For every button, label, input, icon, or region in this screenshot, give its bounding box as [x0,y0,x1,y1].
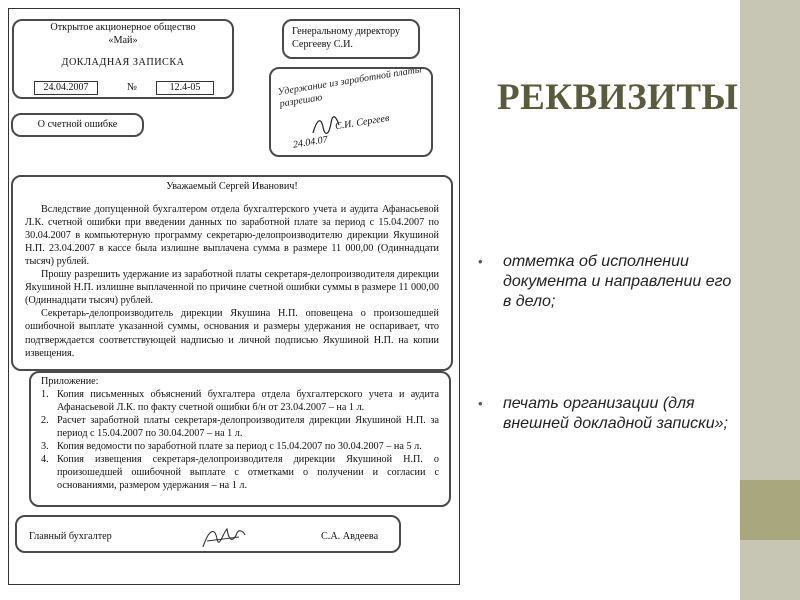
attachment-text: Копия извещения секретаря-делопроизводителя дирекции Якушиной Н.П. о произошедшей ошибочной выплате с отметками о получении и согласии с основаниями, размером удержания – на 1 л. [57,454,439,492]
slide-heading: РЕКВИЗИТЫ [497,77,739,118]
organization-name-line1: Открытое акционерное общество [50,22,196,33]
document-sheet [8,8,460,585]
organization-block [12,19,234,99]
addressee-position: Генеральному директору [292,26,401,37]
registration-number: 12.4-05 [156,81,214,95]
resolution-date: 24.04.07 [292,134,329,151]
subject-block: О счетной ошибке [11,113,144,137]
registration-row [34,81,224,95]
letter-body [11,175,453,371]
resolution-text: Удержание из заработной платы разрешаю [277,64,423,110]
attachment-item [41,414,439,440]
attachment-number: 1. [41,389,49,401]
body-paragraph: Вследствие допущенной бухгалтером отдела бухгалтерского учета и аудита Афанасьевой Л.К. счетной ошибки при введении данных по заработной плате за период с 15.04.2007 по 30.04.2007 в компьютерную программу секретарю-делопроизводителю дирекции Якушиной Н.П. 23.04.2007 в кассе была излишне выплачена сумма в размере 11 000,00 (Одиннадцати тысяч) рублей. [25,204,439,268]
attachments-list [41,388,439,492]
addressee-block [282,19,420,59]
greeting: Уважаемый Сергей Иванович! [166,181,298,192]
requisite-text: отметка об исполнении документа и направлении его в дело; [503,253,732,310]
requisite-item [478,394,740,434]
bullet-icon: • [478,254,483,269]
signer-position: Главный бухгалтер [29,531,112,542]
document-title: ДОКЛАДНАЯ ЗАПИСКА [61,57,185,69]
requisite-item [478,252,740,312]
attachment-number: 4. [41,454,49,466]
signature-block [15,515,401,553]
bullet-icon: • [478,396,483,411]
addressee-name: Сергееву С.И. [292,39,353,51]
requisite-text: печать организации (для внешней докладной записки»; [503,395,728,432]
decorative-strip-bottom [740,540,800,600]
attachment-number: 3. [41,441,49,453]
requisites-list [478,252,740,434]
signature-scribble [199,523,249,553]
signer-name: С.А. Авдеева [321,531,379,542]
attachment-item [41,440,439,453]
attachment-item [41,453,439,492]
resolution-block [269,64,433,157]
registration-date: 24.04.2007 [34,81,98,95]
attachment-text: Расчет заработной платы секретаря-делопроизводителя дирекции Якушиной Н.П. за период с 15.04.2007 по 30.04.2007 – на 1 л. [57,415,439,440]
attachments-title: Приложение: [41,376,99,387]
attachment-item [41,388,439,414]
number-label: № [127,82,138,93]
decorative-strip-top [740,0,800,480]
attachment-text: Копия письменных объяснений бухгалтера отдела бухгалтерского учета и аудита Афанасьевой Л.К. по факту счетной ошибки б/н от 23.04.2007 – на 1 л. [57,389,439,414]
body-paragraph: Прошу разрешить удержание из заработной платы секретаря-делопроизводителя дирекции Якушиной Н.П. излишне выплаченной по причине счетной ошибки суммы в размере 11 000,00 (Одиннадцати тысяч) рублей. [25,269,439,307]
decorative-strip-accent [740,480,800,540]
body-paragraph: Секретарь-делопроизводитель дирекции Якушина Н.П. оповещена о произошедшей ошибочной выплате указанной суммы, основания и размеры удержания не оспаривает, что подтверждается соответствующей надписью и личной подписью Якушиной Н.П. на копии извещения. [25,308,439,359]
attachment-number: 2. [41,415,49,427]
resolution-signer: С.И. Сергеев [334,112,391,133]
attachment-text: Копия ведомости по заработной плате за период с 15.04.2007 по 30.04.2007 – на 5 л. [57,441,422,453]
organization-name-line2: «Май» [108,35,138,47]
attachments-block [29,371,451,507]
